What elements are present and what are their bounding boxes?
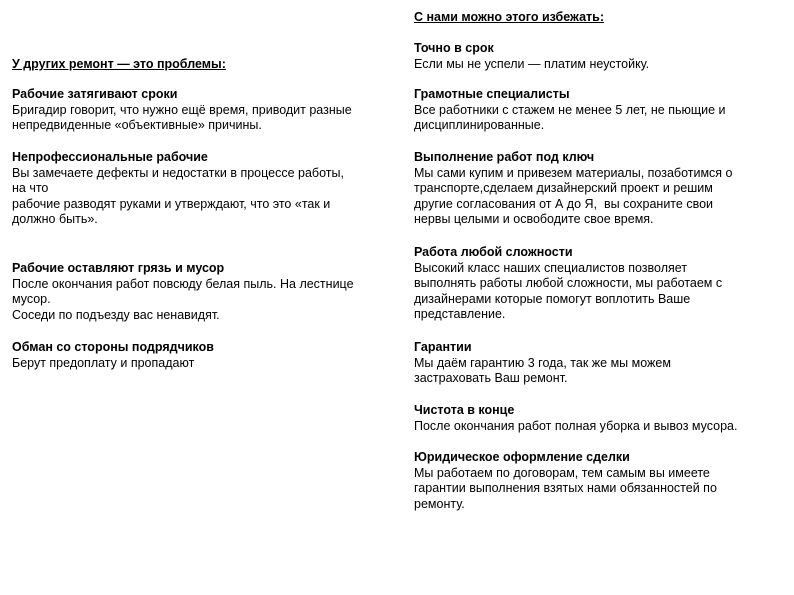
problem-title: Непрофессиональные рабочие: [12, 150, 208, 164]
problem-description: После окончания работ повсюду белая пыль. На лестнице мусор. Соседи по подъезду вас ненавидят.: [12, 276, 354, 322]
solution-title: Гарантии: [414, 340, 472, 354]
solution-title: Чистота в конце: [414, 403, 515, 417]
solution-title: Точно в срок: [414, 41, 494, 55]
solution-item: [414, 450, 786, 512]
solution-description: Если мы не успели — платим неустойку.: [414, 56, 650, 71]
problem-item: [12, 150, 402, 228]
solution-description: Мы сами купим и привезем материалы, позаботимся о транспорте,сделаем дизайнерский проект и решим другие согласования от А до Я, вы сохраните свои нервы целыми и освободите свое время.: [414, 165, 733, 227]
solution-description: После окончания работ полная уборка и вывоз мусора.: [414, 418, 738, 433]
solution-item: [414, 340, 786, 387]
solution-description: Мы даём гарантию 3 года, так же мы можем застраховать Ваш ремонт.: [414, 355, 671, 386]
left-column-header: У других ремонт — это проблемы:: [12, 57, 226, 71]
solution-description: Мы работаем по договорам, тем самым вы имеете гарантии выполнения взятых нами обязанностей по ремонту.: [414, 465, 717, 511]
problem-description: Бригадир говорит, что нужно ещё время, приводит разные непредвиденные «объективные» причины.: [12, 102, 352, 133]
solution-item: [414, 403, 786, 434]
solution-item: [414, 245, 786, 323]
problem-item: [12, 261, 402, 323]
problem-description: Вы замечаете дефекты и недостатки в процессе работы, на что рабочие разводят руками и утверждают, что это «так и должно быть».: [12, 165, 344, 227]
problem-title: Рабочие оставляют грязь и мусор: [12, 261, 225, 275]
solution-item: [414, 150, 786, 228]
solution-title: Работа любой сложности: [414, 245, 573, 259]
solution-title: Грамотные специалисты: [414, 87, 570, 101]
solution-title: Юридическое оформление сделки: [414, 450, 630, 464]
right-column-header: С нами можно этого избежать:: [414, 10, 604, 24]
problem-item: [12, 87, 402, 134]
problem-title: Обман со стороны подрядчиков: [12, 340, 214, 354]
problem-description: Берут предоплату и пропадают: [12, 355, 195, 370]
solution-item: [414, 41, 786, 72]
solution-item: [414, 87, 786, 134]
problem-title: Рабочие затягивают сроки: [12, 87, 178, 101]
solution-title: Выполнение работ под ключ: [414, 150, 595, 164]
problem-item: [12, 340, 402, 371]
solution-description: Высокий класс наших специалистов позволяет выполнять работы любой сложности, мы работаем с дизайнерами которые помогут воплотить Ваше представление.: [414, 260, 723, 322]
solution-description: Все работники с стажем не менее 5 лет, не пьющие и дисциплинированные.: [414, 102, 726, 133]
